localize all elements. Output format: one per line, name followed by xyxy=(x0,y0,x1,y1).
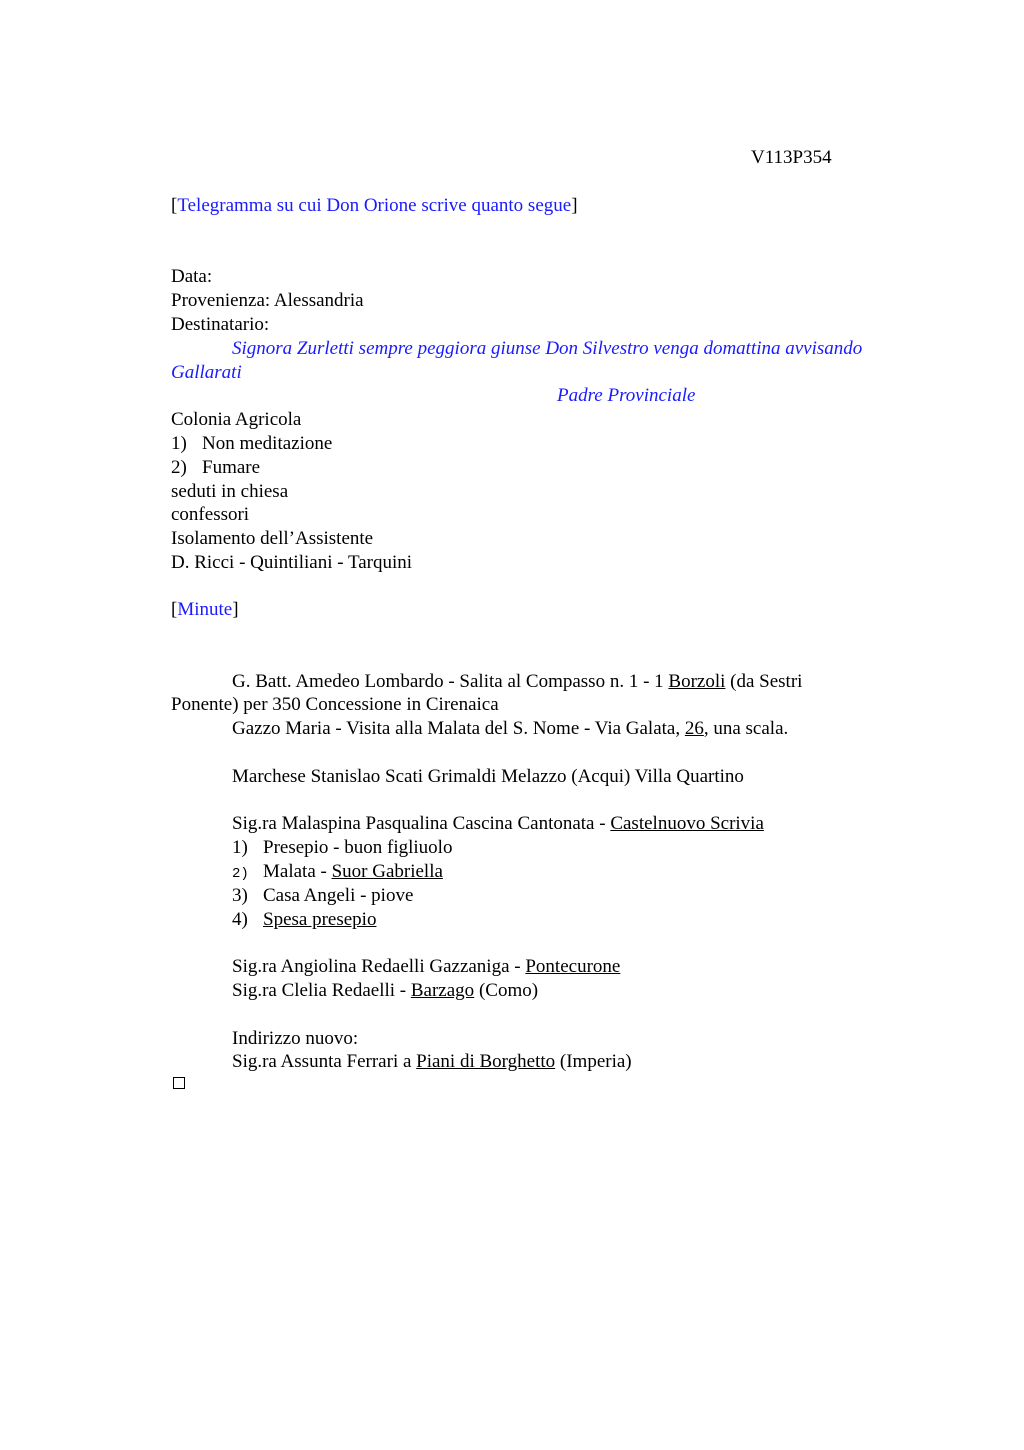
document-id: V113P354 xyxy=(751,147,832,168)
list-number: 3) xyxy=(232,885,248,906)
minute-list-item-1 xyxy=(232,836,452,860)
minute-clelia-redaelli xyxy=(232,979,538,1003)
list-number: 1) xyxy=(171,433,187,454)
bracket-close: ] xyxy=(232,599,239,620)
minute-malaspina xyxy=(232,812,764,836)
text-segment: Sig.ra Assunta Ferrari a xyxy=(232,1051,417,1072)
list-text: Non meditazione xyxy=(202,433,333,454)
bracket-close: ] xyxy=(571,195,578,216)
notes-isolamento: Isolamento dell’Assistente xyxy=(171,528,374,549)
minute-heading xyxy=(171,598,239,622)
minute-list-item-2 xyxy=(232,860,443,886)
provenienza-line: Provenienza: Alessandria xyxy=(171,290,364,311)
text-segment: Sig.ra Angiolina Redaelli Gazzaniga - xyxy=(232,956,526,977)
minute-indirizzo-label: Indirizzo nuovo: xyxy=(232,1028,359,1049)
telegram-message-line2: Gallarati xyxy=(171,362,242,383)
minute-lombardo-line2: Ponente) per 350 Concessione in Cirenaica xyxy=(171,694,499,715)
text-segment: (Como) xyxy=(474,980,539,1001)
notes-item-1 xyxy=(171,432,332,456)
heading-text: Telegramma su cui Don Orione scrive quanto segue xyxy=(177,195,572,216)
list-text: Malata - xyxy=(263,861,332,882)
minute-heading-text: Minute xyxy=(177,599,233,620)
underlined-place: Castelnuovo Scrivia xyxy=(610,813,764,834)
telegram-message-line1: Signora Zurletti sempre peggiora giunse Don Silvestro venga domattina avvisando xyxy=(232,338,863,359)
list-number: 2) xyxy=(232,866,249,882)
list-number: 4) xyxy=(232,909,248,930)
notes-item-2 xyxy=(171,456,260,480)
underlined-text: Spesa presepio xyxy=(263,909,377,930)
text-segment: G. Batt. Amedeo Lombardo - Salita al Compasso n. 1 - 1 xyxy=(232,671,669,692)
notes-seduti: seduti in chiesa xyxy=(171,481,289,502)
text-segment: Sig.ra Clelia Redaelli - xyxy=(232,980,411,1001)
bracket-open: [ xyxy=(171,599,178,620)
empty-box-symbol xyxy=(173,1077,185,1089)
list-number: 1) xyxy=(232,837,248,858)
minute-ferrari xyxy=(232,1050,632,1074)
underlined-place: Barzago xyxy=(410,980,475,1001)
text-segment: Sig.ra Malaspina Pasqualina Cascina Cantonata - xyxy=(232,813,611,834)
underlined-place: Borzoli xyxy=(668,671,726,692)
text-segment: (Imperia) xyxy=(555,1051,632,1072)
minute-redaelli-gazzaniga xyxy=(232,955,620,979)
text-segment: , una scala. xyxy=(703,718,789,739)
underlined-place: Piani di Borghetto xyxy=(416,1051,556,1072)
minute-lombardo-line1 xyxy=(232,670,802,694)
underlined-number: 26 xyxy=(684,718,704,739)
notes-confessori: confessori xyxy=(171,504,250,525)
underlined-place: Pontecurone xyxy=(525,956,621,977)
telegram-heading xyxy=(171,194,578,218)
minute-gazzo xyxy=(232,717,788,741)
text-segment: Gazzo Maria - Visita alla Malata del S. Nome - Via Galata, xyxy=(232,718,685,739)
telegram-signature: Padre Provinciale xyxy=(557,385,696,406)
minute-scati: Marchese Stanislao Scati Grimaldi Melazzo (Acqui) Villa Quartino xyxy=(232,766,744,787)
list-number: 2) xyxy=(171,457,187,478)
minute-list-item-4 xyxy=(232,908,376,932)
destinatario-label: Destinatario: xyxy=(171,314,270,335)
notes-names: D. Ricci - Quintiliani - Tarquini xyxy=(171,552,413,573)
list-text: Fumare xyxy=(202,457,261,478)
data-label: Data: xyxy=(171,266,213,287)
bracket-open: [ xyxy=(171,195,178,216)
text-segment: (da Sestri xyxy=(725,671,803,692)
list-text: Casa Angeli - piove xyxy=(263,885,414,906)
underlined-name: Suor Gabriella xyxy=(331,861,443,882)
notes-title: Colonia Agricola xyxy=(171,409,302,430)
minute-list-item-3 xyxy=(232,884,413,908)
list-text: Presepio - buon figliuolo xyxy=(263,837,453,858)
